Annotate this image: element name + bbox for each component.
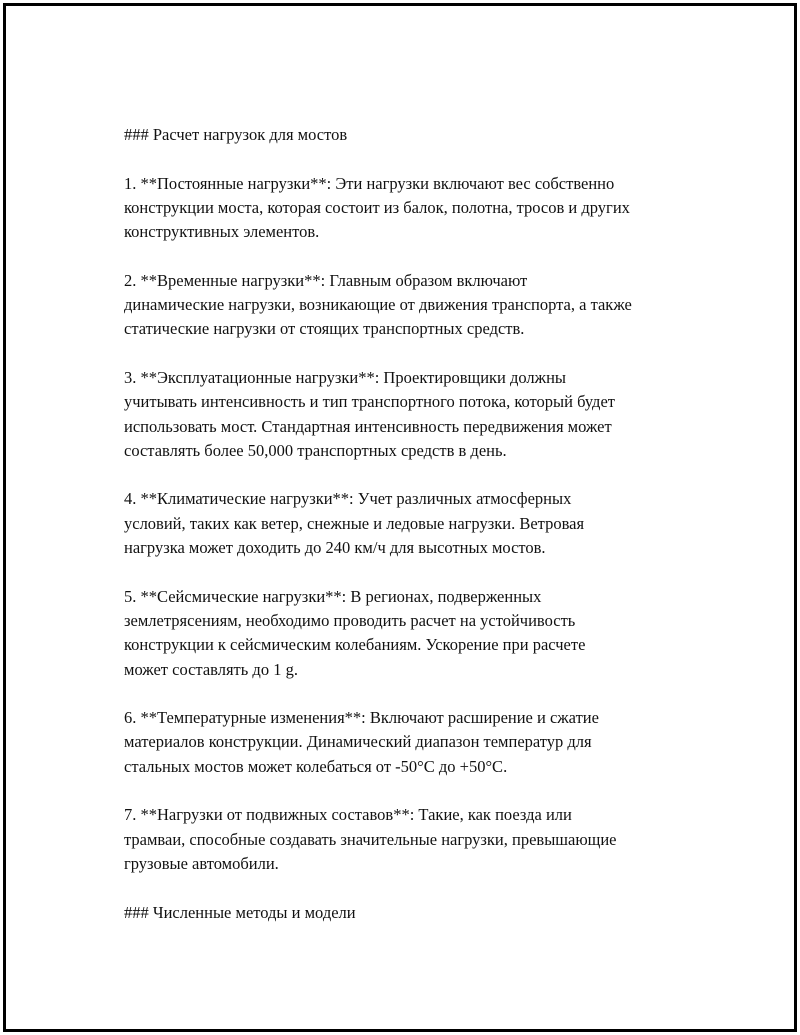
- page-frame: [3, 3, 797, 1032]
- paragraph-gap: [124, 463, 689, 487]
- list-item-operational-loads: 3. **Эксплуатационные нагрузки**: Проектировщики должны учитывать интенсивность и тип транспортного потока, который будет использовать мост. Стандартная интенсивность передвижения может составлять более 50,000 транспортных средств в день.: [124, 367, 615, 460]
- list-item-climatic-loads: 4. **Климатические нагрузки**: Учет различных атмосферных условий, таких как ветер, снежные и ледовые нагрузки. Ветровая нагрузка может доходить до 240 км/ч для высотных мостов.: [124, 489, 585, 558]
- paragraph-gap: [124, 779, 689, 803]
- paragraph-gap: [124, 244, 689, 268]
- section-heading-loads: ### Расчет нагрузок для мостов: [124, 125, 348, 144]
- list-item-temporary-loads: 2. **Временные нагрузки**: Главным образом включают динамические нагрузки, возникающие от движения транспорта, а также статические нагрузки от стоящих транспортных средств.: [124, 270, 632, 339]
- list-item-temperature-changes: 6. **Температурные изменения**: Включают расширение и сжатие материалов конструкции. Динамический диапазон температур для стальных мостов может колебаться от -50°C до +50°C.: [124, 708, 599, 776]
- paragraph-gap: [124, 342, 689, 366]
- list-item-rolling-stock-loads: 7. **Нагрузки от подвижных составов**: Такие, как поезда или трамваи, способные создавать значительные нагрузки, превышающие грузовые автомобили.: [124, 805, 617, 873]
- list-item-permanent-loads: 1. **Постоянные нагрузки**: Эти нагрузки включают вес собственно конструкции моста, которая состоит из балок, полотна, тросов и других конструктивных элементов.: [124, 173, 630, 242]
- paragraph-gap: [124, 147, 689, 171]
- list-item-seismic-loads: 5. **Сейсмические нагрузки**: В регионах, подверженных землетрясениям, необходимо проводить расчет на устойчивость конструкции к сейсмическим колебаниям. Ускорение при расчете может составлять до 1 g.: [124, 586, 586, 679]
- paragraph-gap: [124, 560, 689, 584]
- paragraph-gap: [124, 876, 689, 900]
- document-body: [124, 123, 689, 925]
- section-heading-numerical-methods: ### Численные методы и модели: [124, 902, 356, 922]
- paragraph-gap: [124, 682, 689, 706]
